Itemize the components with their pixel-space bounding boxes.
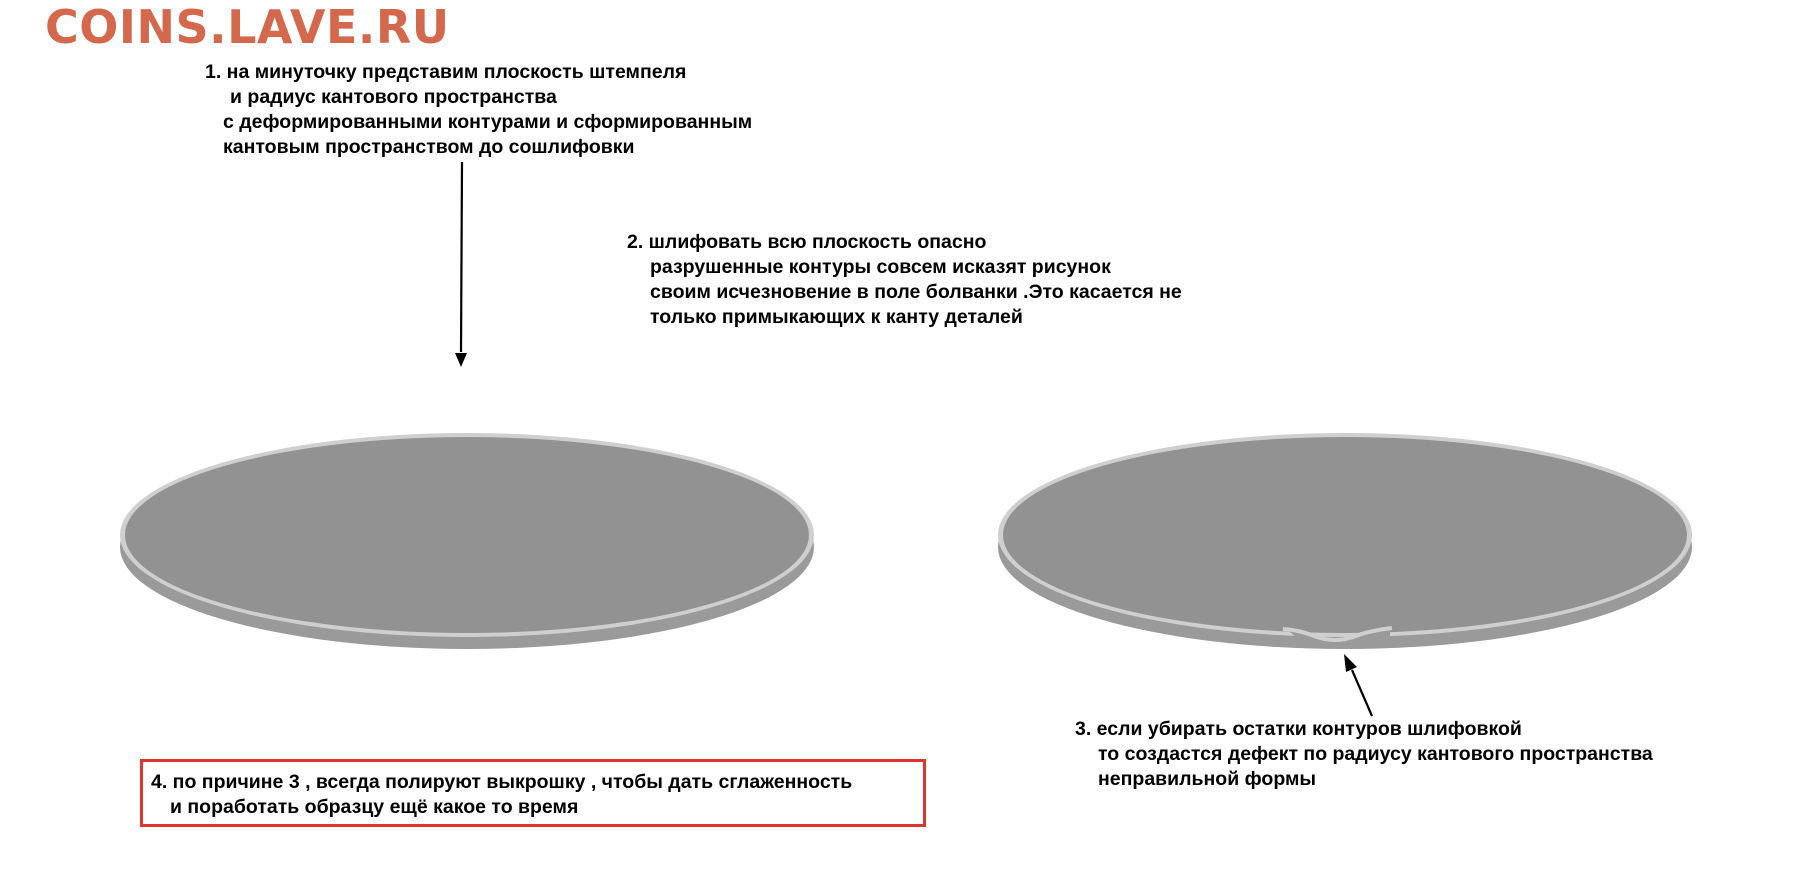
note-2-line-3: своим исчезновение в поле болванки .Это касается не xyxy=(650,281,1182,303)
note-1-line-4: кантовым пространством до сошлифовки xyxy=(223,136,635,158)
note-1-line-1: 1. на минуточку представим плоскость штемпеля xyxy=(205,61,687,83)
stamp-disc-right xyxy=(998,433,1692,649)
note-1-line-2: и радиус кантового пространства xyxy=(230,86,557,108)
note-2-line-4: только примыкающих к канту деталей xyxy=(650,306,1023,328)
arrow-to-defect xyxy=(1344,654,1372,716)
note-2-line-2: разрушенные контуры совсем исказят рисунок xyxy=(650,256,1111,278)
note-4-line-2: и поработать образцу ещё какое то время xyxy=(170,796,579,818)
note-2-line-1: 2. шлифовать всю плоскость опасно xyxy=(627,231,987,253)
note-3-line-3: неправильной формы xyxy=(1098,768,1317,790)
watermark-logo: COINS.LAVE.RU xyxy=(45,0,450,54)
stamp-disc-left xyxy=(120,433,814,649)
note-3-line-2: то создастся дефект по радиусу кантового пространства xyxy=(1098,743,1653,765)
note-1-line-3: с деформированными контурами и сформированным xyxy=(223,111,753,133)
note-3-line-1: 3. если убирать остатки контуров шлифовкой xyxy=(1075,718,1522,740)
note-4-line-1: 4. по причине 3 , всегда полируют выкрошку , чтобы дать сглаженность xyxy=(151,771,853,793)
arrow-to-left-disc xyxy=(455,162,467,367)
